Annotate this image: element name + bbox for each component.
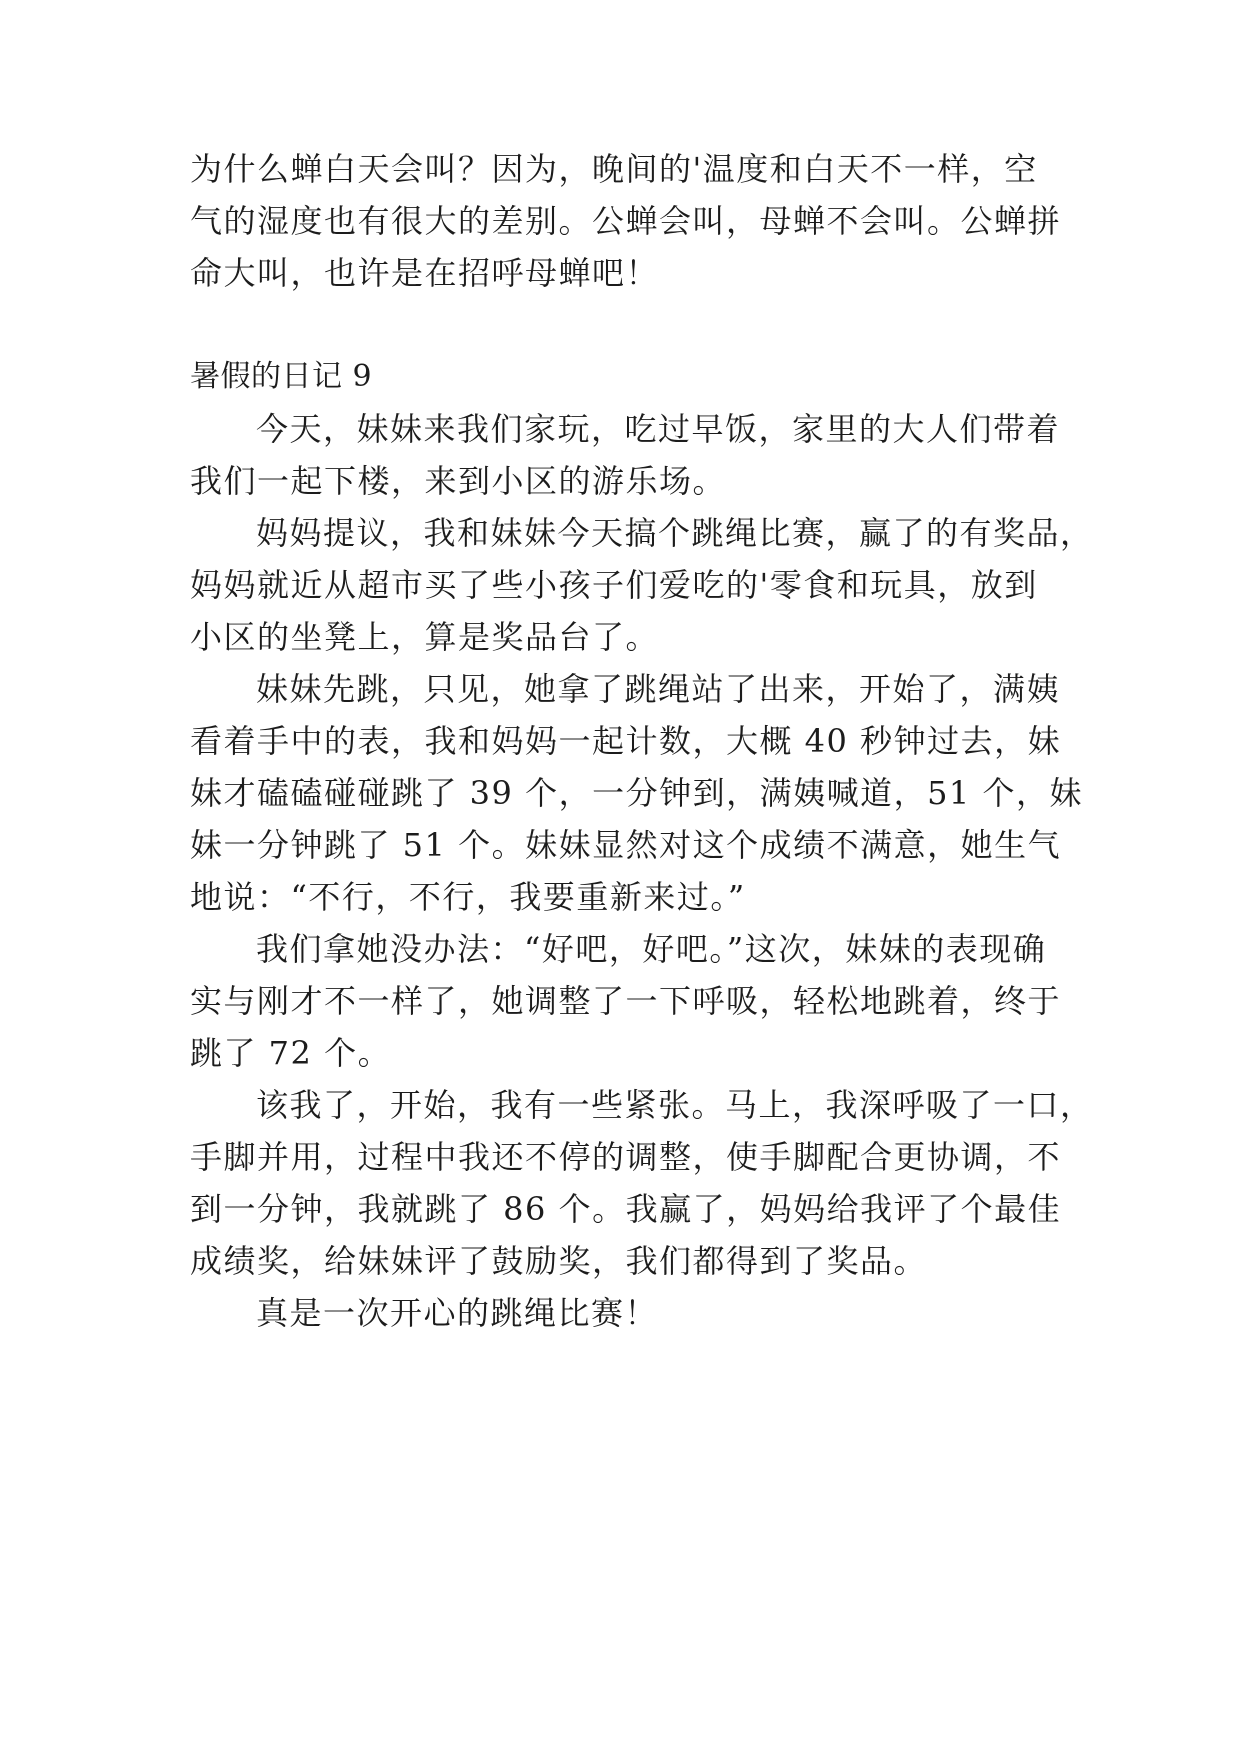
intro-line: 气的湿度也有很大的差别。公蝉会叫，母蝉不会叫。公蝉拼 xyxy=(190,202,1062,240)
paragraph-line: 我们一起下楼，来到小区的游乐场。 xyxy=(190,462,727,500)
paragraph-line: 妈妈提议，我和妹妹今天搞个跳绳比赛，赢了的有奖品， xyxy=(256,514,1094,552)
paragraph-line: 真是一次开心的跳绳比赛！ xyxy=(256,1294,659,1332)
paragraph-line: 地说：“不行，不行，我要重新来过。” xyxy=(190,878,746,916)
paragraph-line: 妹才磕磕碰碰跳了 39 个，一分钟到，满姨喊道，51 个，妹 xyxy=(190,774,1083,812)
paragraph-line: 看着手中的表，我和妈妈一起计数，大概 40 秒钟过去，妹 xyxy=(190,722,1062,760)
paragraph-line: 妹一分钟跳了 51 个。妹妹显然对这个成绩不满意，她生气 xyxy=(190,826,1062,864)
intro-line: 命大叫，也许是在招呼母蝉吧！ xyxy=(190,254,660,292)
paragraph-line: 小区的坐凳上，算是奖品台了。 xyxy=(190,618,660,656)
paragraph-line: 实与刚才不一样了，她调整了一下呼吸，轻松地跳着，终于 xyxy=(190,982,1062,1020)
paragraph-line: 到一分钟，我就跳了 86 个。我赢了，妈妈给我评了个最佳 xyxy=(190,1190,1062,1228)
section-heading: 暑假的日记 9 xyxy=(190,359,373,394)
paragraph-line: 我们拿她没办法：“好吧，好吧。”这次，妹妹的表现确 xyxy=(256,930,1047,968)
paragraph-line: 手脚并用，过程中我还不停的调整，使手脚配合更协调，不 xyxy=(190,1138,1062,1176)
paragraph-line: 妈妈就近从超市买了些小孩子们爱吃的'零食和玩具，放到 xyxy=(190,566,1038,604)
paragraph-line: 妹妹先跳，只见，她拿了跳绳站了出来，开始了，满姨 xyxy=(256,670,1061,708)
paragraph-line: 今天，妹妹来我们家玩，吃过早饭，家里的大人们带着 xyxy=(256,410,1061,448)
paragraph-line: 成绩奖，给妹妹评了鼓励奖，我们都得到了奖品。 xyxy=(190,1242,928,1280)
paragraph-line: 该我了，开始，我有一些紧张。马上，我深呼吸了一口， xyxy=(256,1086,1094,1124)
intro-line: 为什么蝉白天会叫？因为，晚间的'温度和白天不一样，空 xyxy=(190,150,1038,188)
paragraph-line: 跳了 72 个。 xyxy=(190,1034,392,1072)
